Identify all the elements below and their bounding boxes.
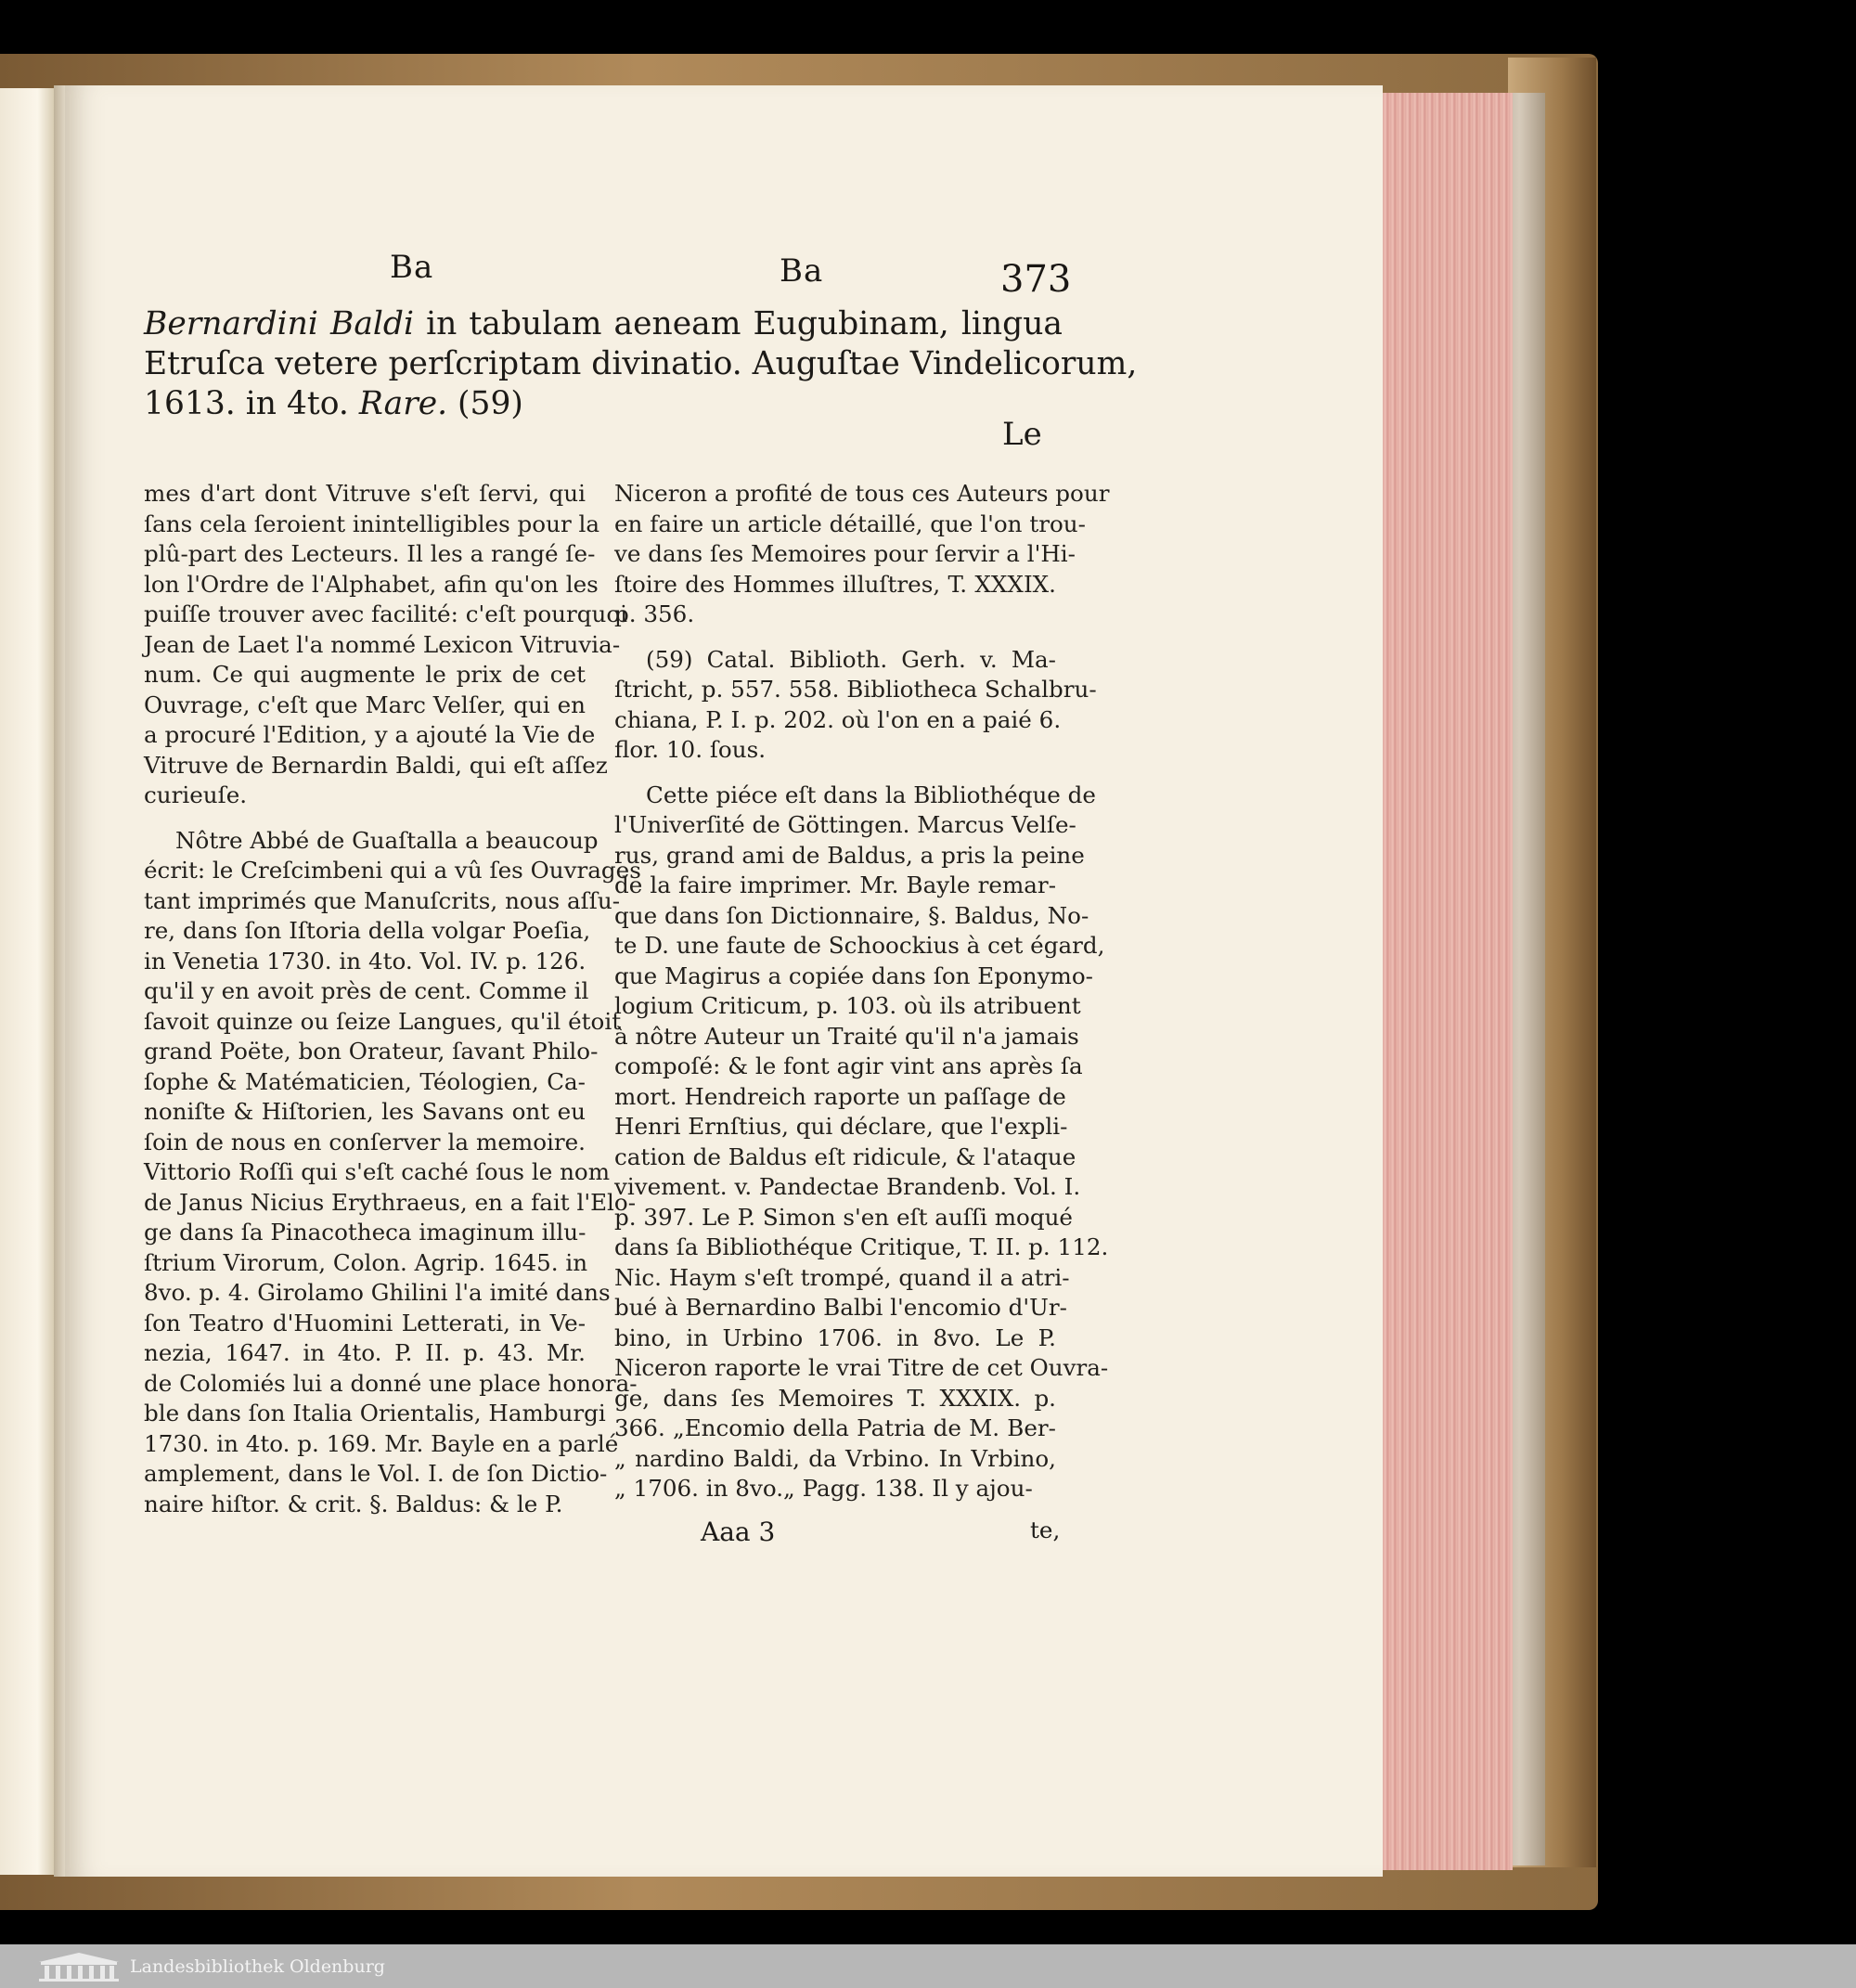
title-line: Bernardini Baldi in tabulam aeneam Eugubinam, lingua — [144, 305, 1063, 342]
text-line: Vittorio Roſſi qui s'eſt caché ſous le nom — [144, 1158, 611, 1185]
text-line: (59) Catal. Biblioth. Gerh. v. Ma- — [646, 645, 1056, 673]
catchword-top: Le — [1002, 416, 1042, 453]
right-text-column — [614, 479, 1110, 1504]
text-line: „ nardino Baldi, da Vrbino. In Vrbino, — [614, 1444, 1056, 1472]
text-line: logium Criticum, p. 103. où ils atribuent — [614, 992, 1081, 1019]
text-line: ſoin de nous en conſerver la memoire. — [144, 1128, 586, 1155]
paragraph-gap — [144, 811, 586, 826]
text-line: num. Ce qui augmente le prix de cet — [144, 661, 586, 688]
text-line: nezia, 1647. in 4to. P. II. p. 43. Mr. — [144, 1339, 586, 1366]
text-line: tant imprimés que Manuſcrits, nous aſſu- — [144, 886, 621, 914]
page-edges-red — [1383, 93, 1513, 1870]
text-line: que Magirus a copiée dans ſon Eponymo- — [614, 962, 1093, 989]
text-line: que dans ſon Dictionnaire, §. Baldus, No- — [614, 901, 1089, 929]
text-line: ſon Teatro d'Huomini Letterati, in Ve- — [144, 1309, 586, 1336]
text-line: Niceron a profité de tous ces Auteurs pour — [614, 480, 1110, 507]
text-line: noniſte & Hiſtorien, les Savans ont eu — [144, 1098, 586, 1125]
text-line: ge dans ſa Pinacotheca imaginum illu- — [144, 1219, 586, 1246]
text-line: te D. une faute de Schoockius à cet égard, — [614, 932, 1105, 959]
running-head-center: Ba — [780, 252, 824, 290]
title-line: 1613. in 4to. Rare. (59) — [144, 385, 523, 422]
text-line: écrit: le Creſcimbeni qui a vû ſes Ouvrages — [144, 857, 641, 884]
text-line: amplement, dans le Vol. I. de ſon Dictio- — [144, 1460, 608, 1487]
paragraph-gap — [614, 766, 1056, 781]
text-line: 8vo. p. 4. Girolamo Ghilini l'a imité dans — [144, 1279, 611, 1306]
library-name: Landesbibliothek Oldenburg — [130, 1956, 385, 1977]
text-line: plû-part des Lecteurs. Il les a rangé ſe- — [144, 540, 596, 567]
library-building-icon — [37, 1951, 121, 1982]
text-line: Henri Ernſtius, qui déclare, que l'expli- — [614, 1113, 1068, 1140]
title-line: Etruſca vetere perſcriptam divinatio. Auguſtae Vindelicorum, — [144, 345, 1138, 382]
text-line: puiſſe trouver avec facilité: c'eſt pourquoi — [144, 600, 628, 627]
text-line: à nôtre Auteur un Traité qu'il n'a jamais — [614, 1022, 1079, 1050]
entry-title — [144, 304, 1138, 424]
text-line: mes d'art dont Vitruve s'eſt ſervi, qui — [144, 480, 586, 507]
text-line: Nic. Haym s'eſt trompé, quand il a atri- — [614, 1263, 1070, 1291]
text-line: 1730. in 4to. p. 169. Mr. Bayle en a parlé — [144, 1429, 619, 1457]
text-line: Nôtre Abbé de Guaſtalla a beaucoup — [175, 826, 599, 854]
text-line: flor. 10. ſous. — [614, 736, 767, 763]
text-line: Vitruve de Bernardin Baldi, qui eſt aſſez — [144, 751, 608, 779]
text-line: in Venetia 1730. in 4to. Vol. IV. p. 126. — [144, 947, 586, 975]
text-line: de Colomiés lui a donné une place honora- — [144, 1369, 638, 1397]
text-line: 366. „Encomio della Patria de M. Ber- — [614, 1414, 1056, 1441]
text-line: ſans cela ſeroient inintelligibles pour la — [144, 510, 600, 537]
text-line: grand Poëte, bon Orateur, ſavant Philo- — [144, 1038, 599, 1065]
text-line: naire hiſtor. & crit. §. Baldus: & le P. — [144, 1490, 563, 1517]
left-text-column — [144, 479, 641, 1519]
text-line: bino, in Urbino 1706. in 8vo. Le P. — [614, 1323, 1056, 1351]
text-line: bué à Bernardino Balbi l'encomio d'Ur- — [614, 1294, 1067, 1321]
text-line: en faire un article détaillé, que l'on trou- — [614, 510, 1086, 537]
text-line: a procuré l'Edition, y a ajouté la Vie de — [144, 721, 596, 748]
text-line: ſophe & Matématicien, Téologien, Ca- — [144, 1067, 586, 1095]
text-line: Ouvrage, c'eſt que Marc Velſer, qui en — [144, 691, 586, 718]
text-line: ſtoire des Hommes illuſtres, T. XXXIX. — [614, 570, 1056, 598]
text-line: cation de Baldus eſt ridicule, & l'ataque — [614, 1142, 1076, 1170]
facing-page-edge — [0, 88, 54, 1875]
text-line: ſavoit quinze ou ſeize Langues, qu'il étoit — [144, 1007, 622, 1035]
text-line: ge, dans ſes Memoires T. XXXIX. p. — [614, 1384, 1056, 1412]
text-line: p. 356. — [614, 600, 695, 627]
footer-bar — [0, 1944, 1856, 1988]
text-line: curieuſe. — [144, 781, 248, 808]
text-line: re, dans ſon Iſtoria della volgar Poeſia, — [144, 917, 591, 944]
text-line: p. 397. Le P. Simon s'en eſt auſſi moqué — [614, 1203, 1073, 1231]
text-line: lon l'Ordre de l'Alphabet, afin qu'on les — [144, 570, 599, 598]
paragraph-gap — [614, 630, 1056, 645]
text-line: chiana, P. I. p. 202. où l'on en a paié 6. — [614, 705, 1062, 733]
text-line: vivement. v. Pandectae Brandenb. Vol. I. — [614, 1173, 1081, 1200]
text-line: ble dans ſon Italia Orientalis, Hamburgi — [144, 1400, 606, 1426]
text-line: de Janus Nicius Erythraeus, en a fait l'Elo- — [144, 1188, 637, 1216]
text-line: ſtrium Virorum, Colon. Agrip. 1645. in — [144, 1248, 588, 1276]
text-line: rus, grand ami de Baldus, a pris la peine — [614, 841, 1085, 869]
catchword-bottom: te, — [1030, 1517, 1061, 1543]
text-line: ve dans ſes Memoires pour ſervir a l'Hi- — [614, 540, 1076, 567]
text-line: ſtricht, p. 557. 558. Bibliotheca Schalbru- — [614, 676, 1097, 703]
signature-mark: Aaa 3 — [701, 1517, 776, 1547]
text-line: dans ſa Bibliothéque Critique, T. II. p. 112. — [614, 1233, 1109, 1260]
text-line: de la faire imprimer. Mr. Bayle remar- — [614, 871, 1056, 898]
text-line: l'Univerſité de Göttingen. Marcus Velſe- — [614, 811, 1076, 838]
text-line: Cette piéce eſt dans la Bibliothéque de — [646, 781, 1096, 808]
text-line: qu'il y en avoit près de cent. Comme il — [144, 977, 589, 1004]
text-line: Niceron raporte le vrai Titre de cet Ouvra- — [614, 1354, 1109, 1381]
text-line: Jean de Laet l'a nommé Lexicon Vitruvia- — [144, 630, 621, 658]
text-line: „ 1706. in 8vo.„ Pagg. 138. Il y ajou- — [614, 1475, 1033, 1502]
page-number: 373 — [1000, 258, 1072, 301]
text-line: compoſé: & le font agir vint ans après ſa — [614, 1052, 1083, 1079]
running-head-left: Ba — [390, 249, 434, 286]
text-line: mort. Hendreich raporte un paſſage de — [614, 1082, 1066, 1110]
